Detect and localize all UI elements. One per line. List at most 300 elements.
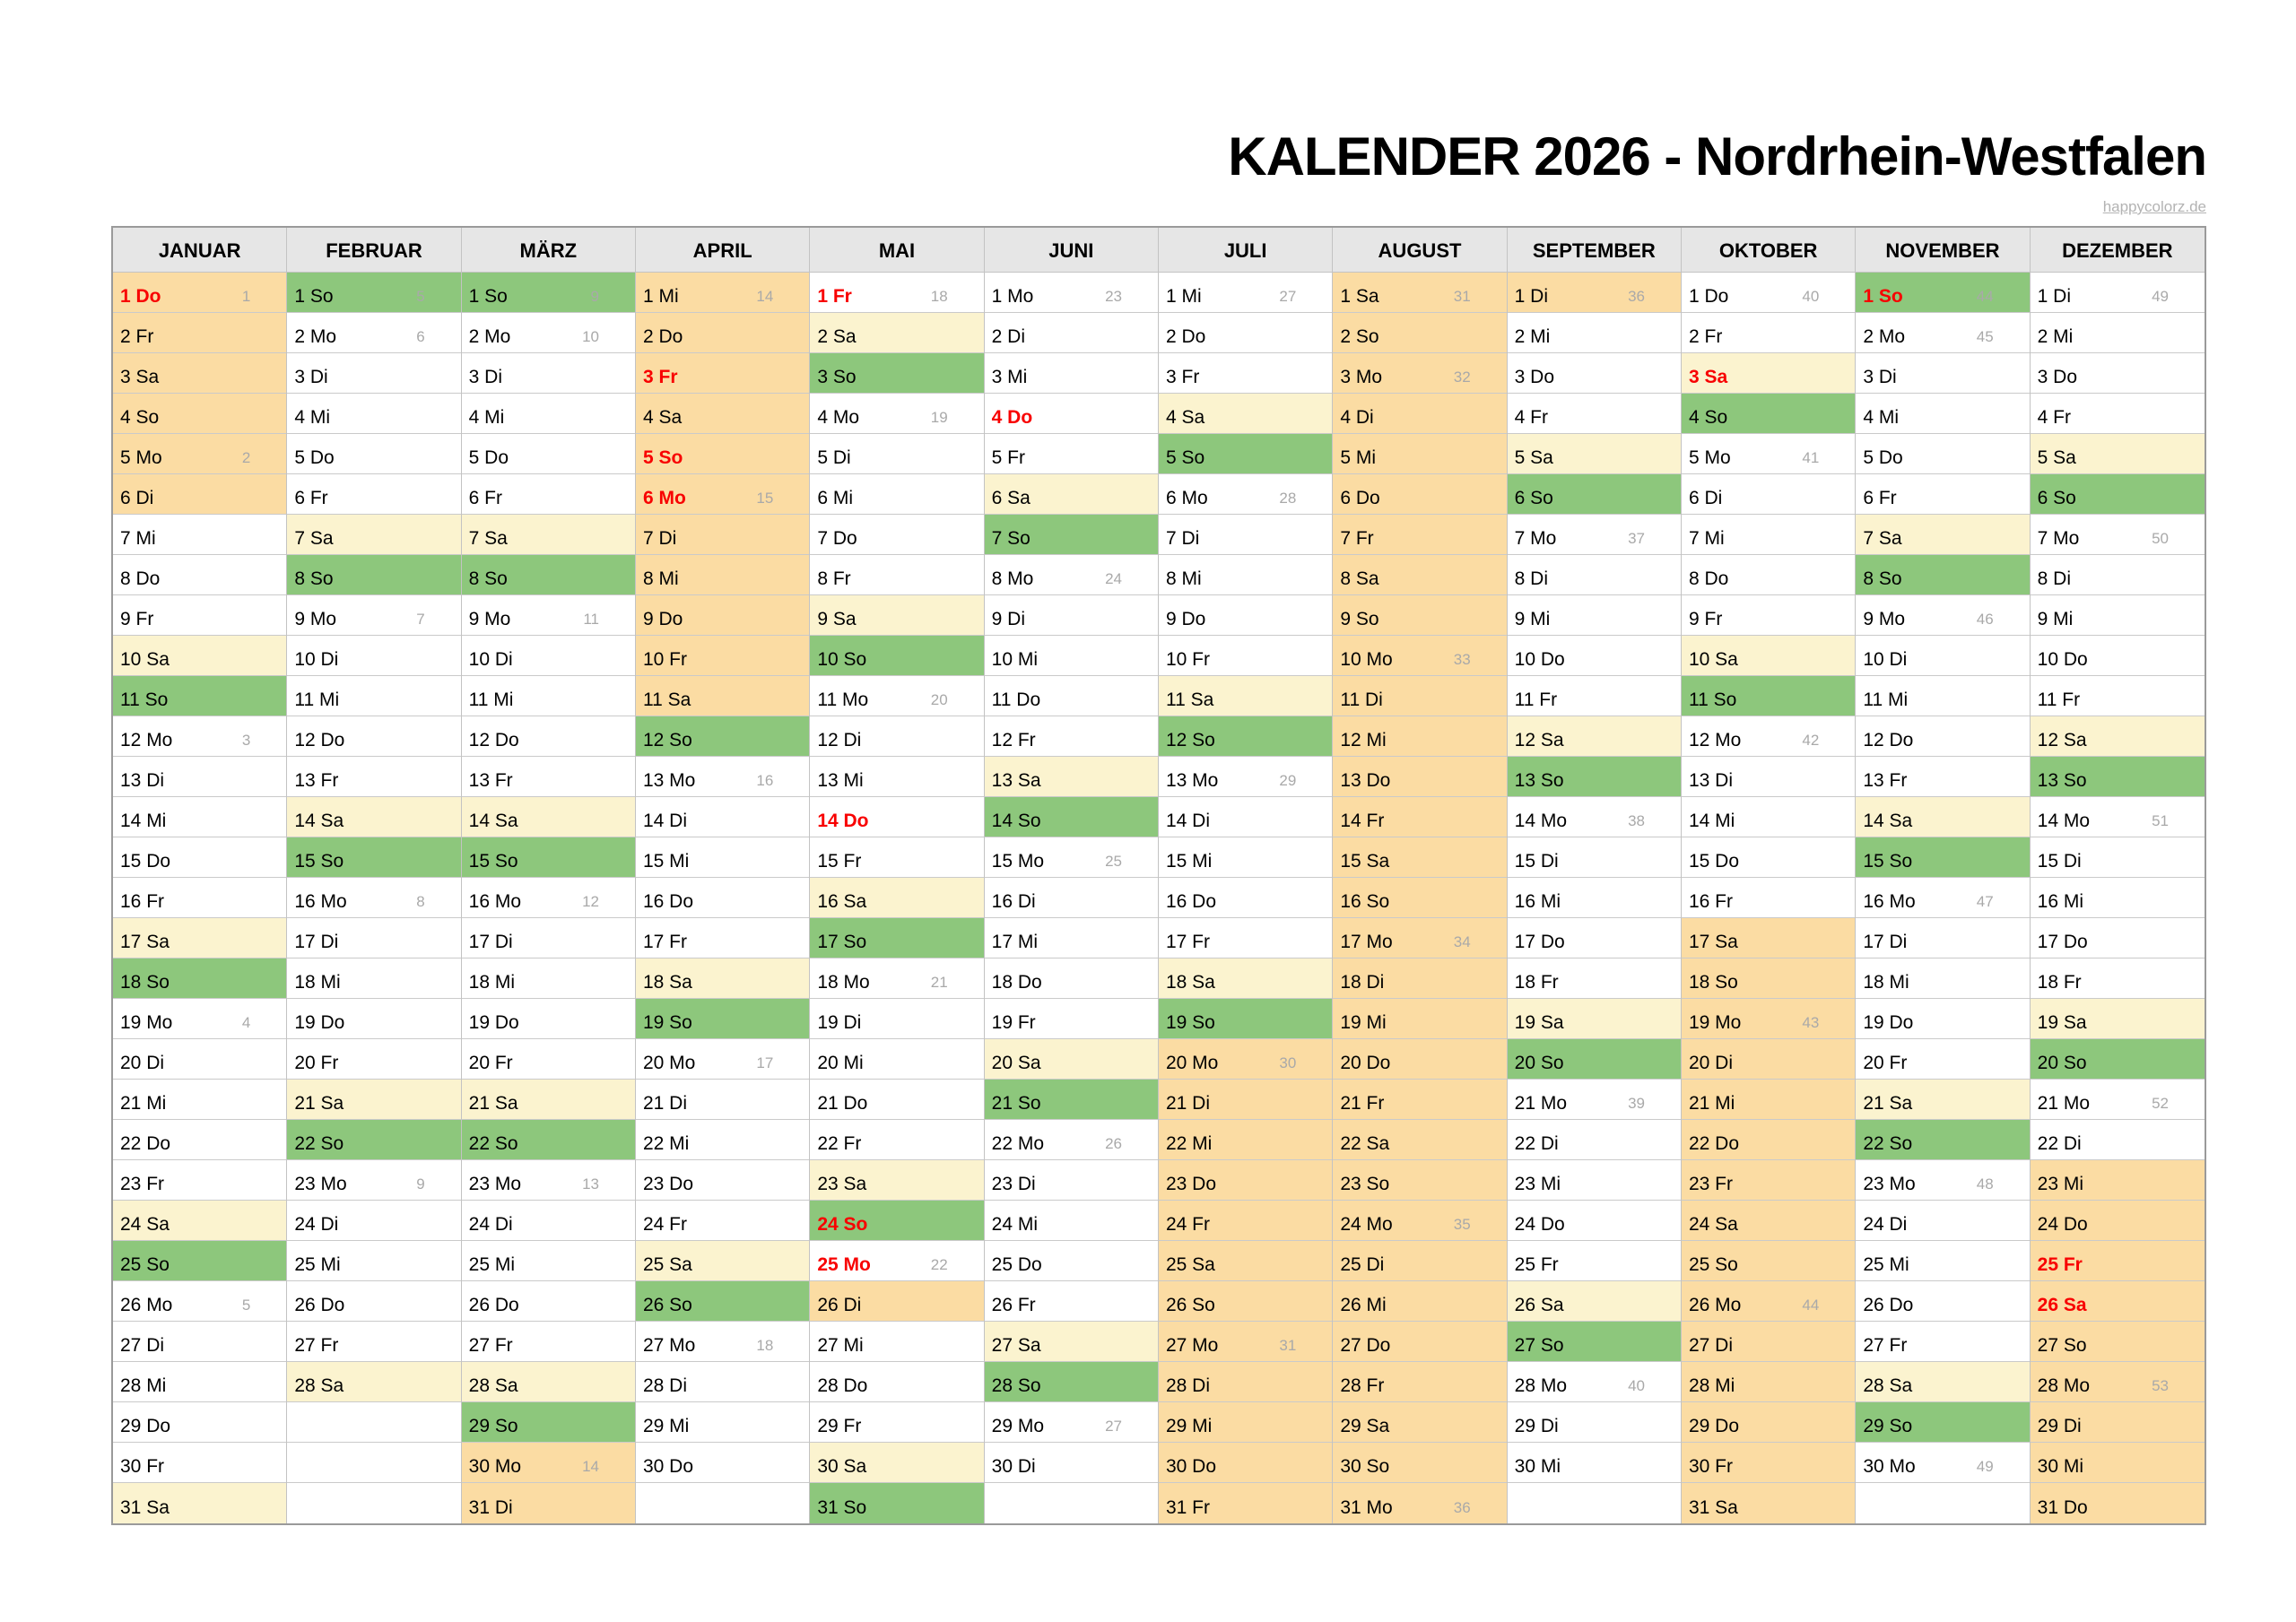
day-label: 25 So [120,1254,170,1275]
day-label: 30 Di [991,1456,1036,1477]
day-label: 31 Mo [1340,1497,1393,1518]
week-number: 49 [2152,288,2169,305]
day-label: 30 Do [1165,1456,1217,1477]
day-cell [1159,434,1332,474]
day-cell [462,1402,635,1443]
day-cell [810,434,983,474]
day-label: 22 So [468,1133,518,1154]
day-label: 28 Di [1165,1375,1211,1396]
day-label: 12 Do [1863,730,1914,750]
day-cell [1159,878,1332,918]
day-cell [1159,1402,1332,1443]
day-label: 26 So [1165,1295,1215,1315]
day-cell [287,313,460,353]
day-label: 6 Di [1688,488,1723,508]
day-label: 17 Fr [642,932,687,952]
day-cell [810,999,983,1039]
day-cell [810,837,983,878]
day-cell [1682,394,1855,434]
day-label: 2 Fr [120,326,154,347]
day-cell [113,273,286,313]
day-cell [1159,1241,1332,1281]
day-label: 18 Fr [2037,972,2082,993]
day-label: 7 Di [642,528,677,549]
day-cell [1682,958,1855,999]
week-number: 47 [1976,893,1994,910]
day-label: 19 Mo [1688,1012,1742,1033]
day-label: 12 Sa [1514,730,1564,750]
day-label: 5 Mo [120,447,162,468]
day-label: 16 Do [1165,891,1217,912]
day-label: 19 So [642,1012,692,1033]
day-cell [636,1362,809,1402]
day-label: 12 Mi [1340,730,1387,750]
day-label: 28 Mo [2037,1375,2091,1396]
day-cell [1333,313,1506,353]
day-cell [1682,474,1855,515]
day-cell [810,636,983,676]
day-cell [287,999,460,1039]
day-label: 30 Mi [2037,1456,2084,1477]
day-cell [1159,1483,1332,1523]
day-label: 17 So [817,932,867,952]
day-label: 15 Mo [991,851,1045,872]
day-label: 3 Mo [1340,367,1383,387]
week-number: 27 [1105,1418,1122,1435]
day-cell [1682,918,1855,958]
day-cell [985,1402,1158,1443]
day-cell [113,434,286,474]
day-cell [636,676,809,716]
day-cell [287,757,460,797]
day-label: 7 Sa [1863,528,1902,549]
day-cell [1159,716,1332,757]
day-cell [1159,797,1332,837]
day-cell [287,394,460,434]
week-number: 2 [241,449,251,466]
day-cell [462,797,635,837]
day-label: 6 Mo [1165,488,1208,508]
week-number: 52 [2152,1095,2169,1112]
week-number: 17 [756,1054,774,1071]
day-cell [287,273,460,313]
day-label: 18 So [120,972,170,993]
week-number: 50 [2152,530,2169,547]
day-label: 13 So [1514,770,1564,791]
day-label: 1 Mi [642,286,679,307]
day-label: 29 Di [2037,1416,2082,1436]
week-number: 38 [1628,812,1645,829]
day-label: 18 Mi [294,972,341,993]
day-cell [636,1281,809,1322]
day-cell [1508,757,1681,797]
day-label: 3 Fr [1165,367,1200,387]
day-label: 1 Do [120,286,161,307]
day-cell [1333,1322,1506,1362]
day-cell [1682,1241,1855,1281]
day-cell [985,1281,1158,1322]
day-cell [462,595,635,636]
month-column-dezember [2031,228,2205,1523]
day-cell [1333,837,1506,878]
day-label: 22 Mo [991,1133,1045,1154]
day-label: 8 Di [1514,568,1549,589]
day-cell [636,273,809,313]
day-cell [636,757,809,797]
day-label: 23 Di [991,1174,1036,1194]
day-label: 24 So [817,1214,868,1235]
day-label: 6 Fr [468,488,502,508]
day-cell [636,797,809,837]
day-label: 22 Di [1514,1133,1559,1154]
day-cell [1333,434,1506,474]
day-cell [113,1362,286,1402]
day-cell [985,1241,1158,1281]
day-cell [1856,1201,2029,1241]
day-cell [1682,676,1855,716]
day-label: 23 Mo [468,1174,522,1194]
day-cell [1159,1443,1332,1483]
day-label: 2 Do [642,326,683,347]
day-label: 14 Mi [120,811,167,831]
day-cell [1159,676,1332,716]
day-label: 25 So [1688,1254,1738,1275]
week-number: 40 [1628,1377,1645,1394]
day-cell [985,1160,1158,1201]
day-label: 24 Di [1863,1214,1908,1235]
day-label: 4 Sa [642,407,683,428]
day-cell [113,757,286,797]
day-label: 19 Do [468,1012,519,1033]
day-label: 16 Fr [1688,891,1733,912]
day-label: 4 Mi [468,407,505,428]
day-cell [2031,878,2205,918]
day-cell [1333,1362,1506,1402]
day-label: 13 Di [120,770,165,791]
day-cell [1333,353,1506,394]
day-cell [985,757,1158,797]
day-cell [1333,1160,1506,1201]
day-cell [113,797,286,837]
calendar-grid [111,226,2206,1525]
month-header: MAI [810,228,983,273]
day-cell [1682,1402,1855,1443]
day-cell [1508,676,1681,716]
day-cell [636,1160,809,1201]
day-cell [1508,716,1681,757]
day-label: 18 Mi [468,972,516,993]
day-label: 26 Do [1863,1295,1914,1315]
week-number: 34 [1453,933,1471,950]
day-label: 10 Di [294,649,339,670]
day-cell [113,1443,286,1483]
day-cell [1856,918,2029,958]
week-number: 33 [1453,651,1471,668]
day-cell [1856,1402,2029,1443]
day-label: 5 Mo [1688,447,1731,468]
day-cell [1856,1281,2029,1322]
day-cell [2031,273,2205,313]
day-label: 5 Sa [1514,447,1553,468]
day-cell [113,1322,286,1362]
day-cell [1159,353,1332,394]
day-label: 22 So [294,1133,344,1154]
day-cell [462,999,635,1039]
watermark-link[interactable]: happycolorz.de [2102,198,2206,215]
day-cell [1333,1443,1506,1483]
day-cell [810,1402,983,1443]
week-number: 45 [1976,328,1994,345]
day-cell [810,1281,983,1322]
day-cell [636,1402,809,1443]
day-cell [2031,474,2205,515]
day-label: 12 So [1165,730,1215,750]
day-label: 17 Fr [1165,932,1210,952]
day-label: 16 Sa [817,891,867,912]
day-cell [2031,837,2205,878]
week-number: 21 [930,974,948,991]
day-cell [985,1120,1158,1160]
day-label: 6 Di [120,488,154,508]
day-label: 14 Do [817,811,869,831]
day-label: 26 Do [294,1295,345,1315]
day-label: 16 Mi [2037,891,2084,912]
day-label: 2 Fr [1688,326,1723,347]
day-cell [1333,999,1506,1039]
day-cell [287,1322,460,1362]
day-cell [636,1241,809,1281]
month-header: SEPTEMBER [1508,228,1681,273]
day-cell [462,555,635,595]
day-cell [1682,1322,1855,1362]
day-cell [810,918,983,958]
day-label: 10 Fr [1165,649,1210,670]
day-cell [1333,394,1506,434]
day-cell [636,1201,809,1241]
day-label: 23 Fr [1688,1174,1733,1194]
week-number: 19 [930,409,948,426]
day-cell [1159,595,1332,636]
day-cell [287,474,460,515]
week-number: 4 [241,1014,251,1031]
day-label: 17 Mi [991,932,1039,952]
day-label: 20 Mo [1165,1053,1219,1073]
day-cell [113,1160,286,1201]
day-label: 25 Di [1340,1254,1385,1275]
week-number: 51 [2152,812,2169,829]
day-label: 7 So [991,528,1031,549]
day-label: 21 Fr [1340,1093,1385,1114]
day-cell [2031,797,2205,837]
day-label: 23 Do [1165,1174,1217,1194]
day-cell [2031,595,2205,636]
day-cell [1159,474,1332,515]
day-label: 11 Mo [817,690,869,710]
day-cell [636,1120,809,1160]
day-cell [113,958,286,999]
day-cell [810,958,983,999]
day-label: 9 Sa [817,609,857,629]
week-number: 43 [1802,1014,1820,1031]
day-cell [462,1120,635,1160]
day-cell [985,999,1158,1039]
day-label: 14 Mo [1514,811,1568,831]
day-cell [985,958,1158,999]
day-label: 18 Di [1340,972,1385,993]
day-cell [1333,474,1506,515]
day-cell [1508,1039,1681,1080]
day-cell [1508,1281,1681,1322]
day-cell [1508,1080,1681,1120]
day-cell [2031,555,2205,595]
day-cell [287,1080,460,1120]
day-cell [985,595,1158,636]
day-cell [1856,636,2029,676]
day-label: 15 Di [1514,851,1559,872]
day-cell [1856,999,2029,1039]
day-label: 8 Mo [991,568,1034,589]
day-cell [1856,474,2029,515]
day-cell [1508,474,1681,515]
day-cell [810,1362,983,1402]
day-cell [287,515,460,555]
day-cell [2031,636,2205,676]
day-cell [113,1039,286,1080]
day-cell [462,313,635,353]
week-number: 6 [416,328,425,345]
day-label: 27 So [1514,1335,1564,1356]
day-cell [113,474,286,515]
day-cell [1333,515,1506,555]
month-column-august [1333,228,1507,1523]
day-label: 9 Mi [1514,609,1551,629]
day-label: 21 So [991,1093,1041,1114]
day-cell [636,474,809,515]
day-cell [1159,313,1332,353]
day-label: 17 Do [2037,932,2088,952]
day-label: 31 Sa [120,1497,170,1518]
day-label: 1 So [468,286,508,307]
day-label: 8 Do [120,568,161,589]
day-label: 8 Mi [642,568,679,589]
day-label: 24 Fr [642,1214,687,1235]
day-cell [810,1080,983,1120]
day-label: 11 Mi [468,690,514,710]
day-label: 30 Fr [120,1456,165,1477]
day-cell [113,1201,286,1241]
day-cell [985,918,1158,958]
week-number: 24 [1105,570,1122,587]
day-cell [1856,1443,2029,1483]
week-number: 39 [1628,1095,1645,1112]
day-label: 13 Mi [817,770,864,791]
day-label: 29 Do [1688,1416,1740,1436]
day-cell [1508,555,1681,595]
day-cell [636,1039,809,1080]
day-cell [113,676,286,716]
day-cell [1508,353,1681,394]
day-label: 29 So [1863,1416,1913,1436]
day-label: 6 Sa [991,488,1031,508]
day-label: 17 Di [468,932,513,952]
day-label: 1 Di [1514,286,1549,307]
day-label: 18 Sa [1165,972,1215,993]
day-label: 3 Di [468,367,503,387]
day-cell [1856,837,2029,878]
day-label: 7 Mi [120,528,156,549]
day-label: 8 Do [1688,568,1729,589]
day-label: 12 Sa [2037,730,2087,750]
day-cell [985,797,1158,837]
day-label: 29 Mo [991,1416,1045,1436]
day-label: 8 So [1863,568,1902,589]
day-cell [985,1080,1158,1120]
week-number: 22 [930,1256,948,1273]
day-label: 15 Di [2037,851,2082,872]
day-cell [2031,313,2205,353]
week-number: 11 [583,611,599,628]
day-cell [2031,1080,2205,1120]
day-cell [810,1443,983,1483]
day-label: 29 So [468,1416,518,1436]
week-number: 27 [1279,288,1297,305]
day-label: 5 Di [817,447,851,468]
day-label: 30 So [1340,1456,1390,1477]
day-cell [2031,394,2205,434]
day-label: 3 Fr [642,367,678,387]
month-column-september [1508,228,1682,1523]
day-label: 21 Di [642,1093,688,1114]
day-cell [810,515,983,555]
day-label: 14 So [991,811,1041,831]
day-cell [1508,515,1681,555]
day-cell [113,636,286,676]
month-header: OKTOBER [1682,228,1855,273]
day-cell [1159,1362,1332,1402]
day-label: 25 Do [991,1254,1042,1275]
day-label: 18 So [1688,972,1738,993]
day-label: 21 Di [1165,1093,1211,1114]
day-cell [810,676,983,716]
day-cell [462,716,635,757]
day-cell [810,313,983,353]
day-label: 11 Do [991,690,1041,710]
day-cell [1159,1080,1332,1120]
day-label: 9 Mo [468,609,511,629]
day-cell [1333,918,1506,958]
week-number: 31 [1453,288,1471,305]
day-label: 27 Di [120,1335,165,1356]
day-cell [287,676,460,716]
day-label: 13 Di [1688,770,1734,791]
day-label: 22 Sa [1340,1133,1390,1154]
day-cell [462,837,635,878]
day-label: 21 Mo [1514,1093,1568,1114]
day-cell [2031,434,2205,474]
day-cell [462,1483,635,1523]
day-label: 28 Mi [120,1375,167,1396]
day-label: 24 Fr [1165,1214,1210,1235]
day-label: 14 Sa [468,811,518,831]
day-cell [810,878,983,918]
day-label: 23 Do [642,1174,694,1194]
day-cell [636,353,809,394]
day-label: 22 Di [2037,1133,2082,1154]
day-label: 7 Sa [468,528,508,549]
day-label: 4 Di [1340,407,1374,428]
week-number: 18 [930,288,948,305]
day-label: 27 So [2037,1335,2087,1356]
